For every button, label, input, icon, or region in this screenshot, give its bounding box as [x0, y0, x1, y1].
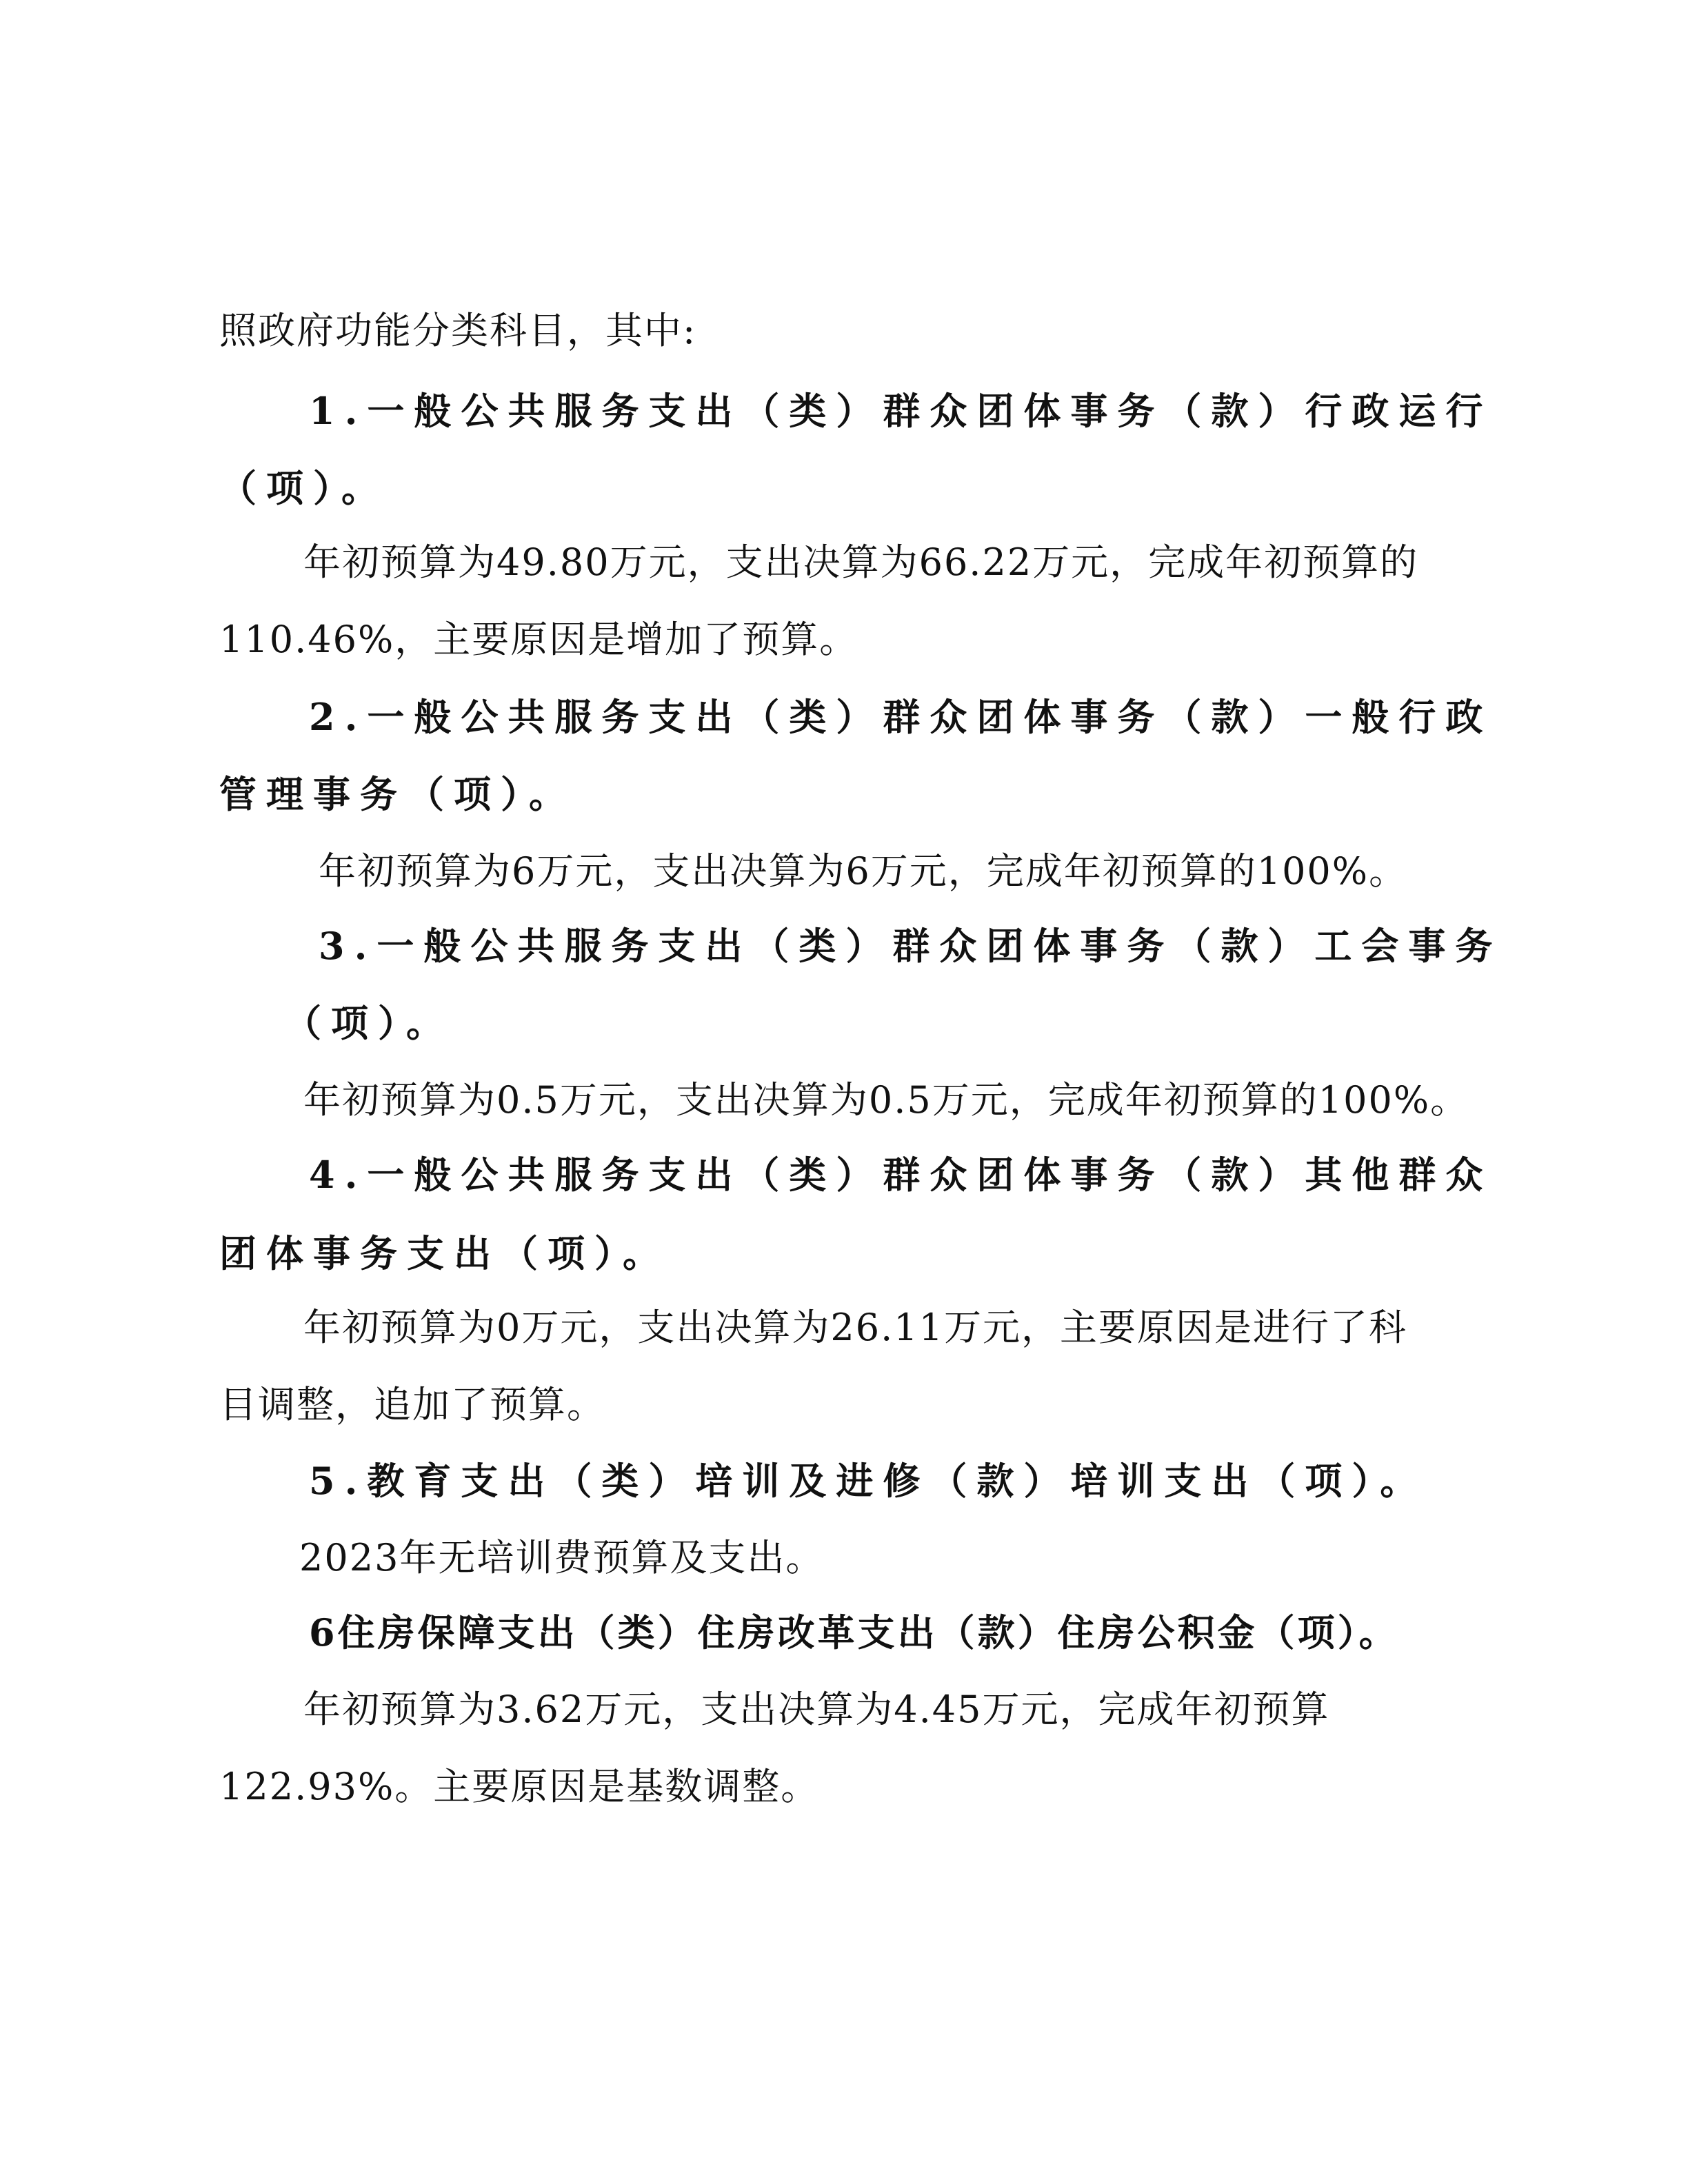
item-5-heading-line-1: 5.教育支出（类）培训及进修（款）培训支出（项）。: [309, 1459, 1427, 1503]
item-4-heading-line-2: 团体事务支出（项）。: [219, 1231, 670, 1275]
item-1-body-line-1: 年初预算为49.80万元，支出决算为66.22万元，完成年初预算的: [303, 540, 1419, 584]
item-3-body-line-1: 年初预算为0.5万元，支出决算为0.5万元，完成年初预算的100%。: [303, 1078, 1469, 1122]
item-4-body-line-1: 年初预算为0万元，支出决算为26.11万元，主要原因是进行了科: [303, 1306, 1407, 1349]
item-2-body-line-1: 年初预算为6万元，支出决算为6万元，完成年初预算的100%。: [319, 849, 1408, 893]
intro-text: 照政府功能分类科目，其中:: [219, 309, 697, 352]
item-4-heading-line-1: 4.一般公共服务支出（类）群众团体事务（款）其他群众: [309, 1153, 1493, 1197]
item-1-heading-line-2: （项）。: [219, 466, 388, 510]
item-6-heading-line-1: 6住房保障支出（类）住房改革支出（款）住房公积金（项）。: [309, 1610, 1399, 1655]
item-1-heading-line-1: 1.一般公共服务支出（类）群众团体事务（款）行政运行: [309, 389, 1493, 433]
item-3-heading-line-2: （项）。: [284, 1001, 453, 1045]
item-4-body-line-2: 目调整，追加了预算。: [219, 1383, 605, 1426]
item-5-body-line-1: 2023年无培训费预算及支出。: [299, 1536, 825, 1579]
item-3-heading-line-1: 3.一般公共服务支出（类）群众团体事务（款）工会事务: [319, 924, 1503, 968]
item-2-heading-line-2: 管理事务（项）。: [219, 772, 576, 816]
item-2-heading-line-1: 2.一般公共服务支出（类）群众团体事务（款）一般行政: [309, 695, 1493, 739]
item-6-body-line-1: 年初预算为3.62万元，支出决算为4.45万元，完成年初预算: [303, 1688, 1330, 1731]
item-1-body-line-2: 110.46%，主要原因是增加了预算。: [219, 618, 858, 661]
item-6-body-line-2: 122.93%。主要原因是基数调整。: [219, 1765, 820, 1808]
